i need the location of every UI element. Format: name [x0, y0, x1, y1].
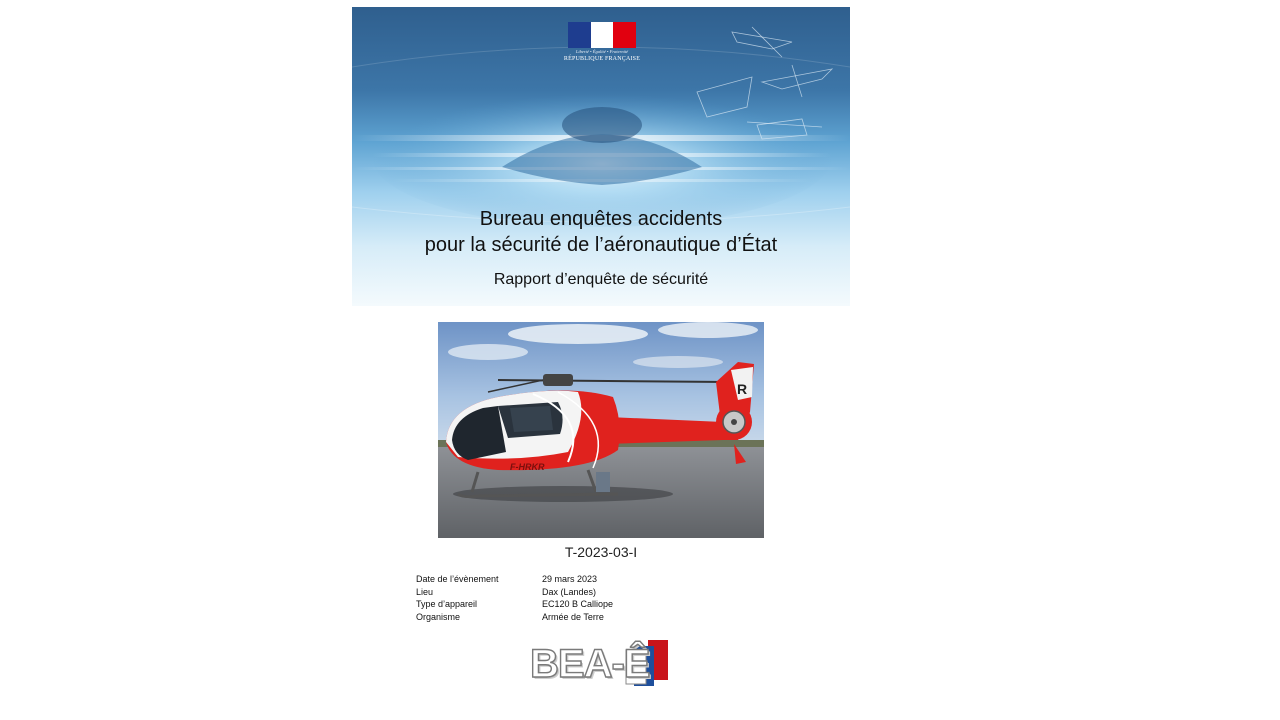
info-row-location [416, 586, 682, 599]
info-label: Type d’appareil [416, 599, 478, 609]
info-value: 29 mars 2023 [542, 574, 598, 584]
info-label: Organisme [416, 611, 461, 622]
tail-letter: R [737, 381, 748, 397]
helicopter-photo [438, 322, 764, 538]
info-label: Lieu [416, 586, 434, 597]
info-value: Armée de Terre [542, 611, 604, 622]
page-title-line1: Bureau enquêtes accidents [479, 208, 723, 230]
info-value: EC120 B Calliope [542, 599, 614, 609]
marianne-flag-logo [568, 22, 636, 48]
info-value: Dax (Landes) [542, 586, 597, 597]
report-subtitle: Rapport d’enquête de sécurité [493, 271, 709, 288]
page-title-line2: pour la sécurité de l’aéronautique d’État [424, 234, 778, 256]
info-row-date [416, 573, 682, 586]
republic-label: RÉPUBLIQUE FRANÇAISE [563, 56, 641, 62]
info-label: Date de l’évènement [416, 574, 499, 584]
header-banner [352, 7, 850, 306]
event-info-table [416, 573, 682, 623]
info-row-organisation [416, 611, 682, 624]
flag-motto: Liberté • Égalité • Fraternité [575, 49, 629, 54]
report-id: T-2023-03-I [564, 544, 638, 560]
info-row-aircraft-type [416, 598, 682, 611]
logo-text: BEA-Ê [530, 642, 650, 686]
registration-mark: F-HRKR [510, 462, 545, 472]
bea-e-logo [530, 636, 672, 688]
